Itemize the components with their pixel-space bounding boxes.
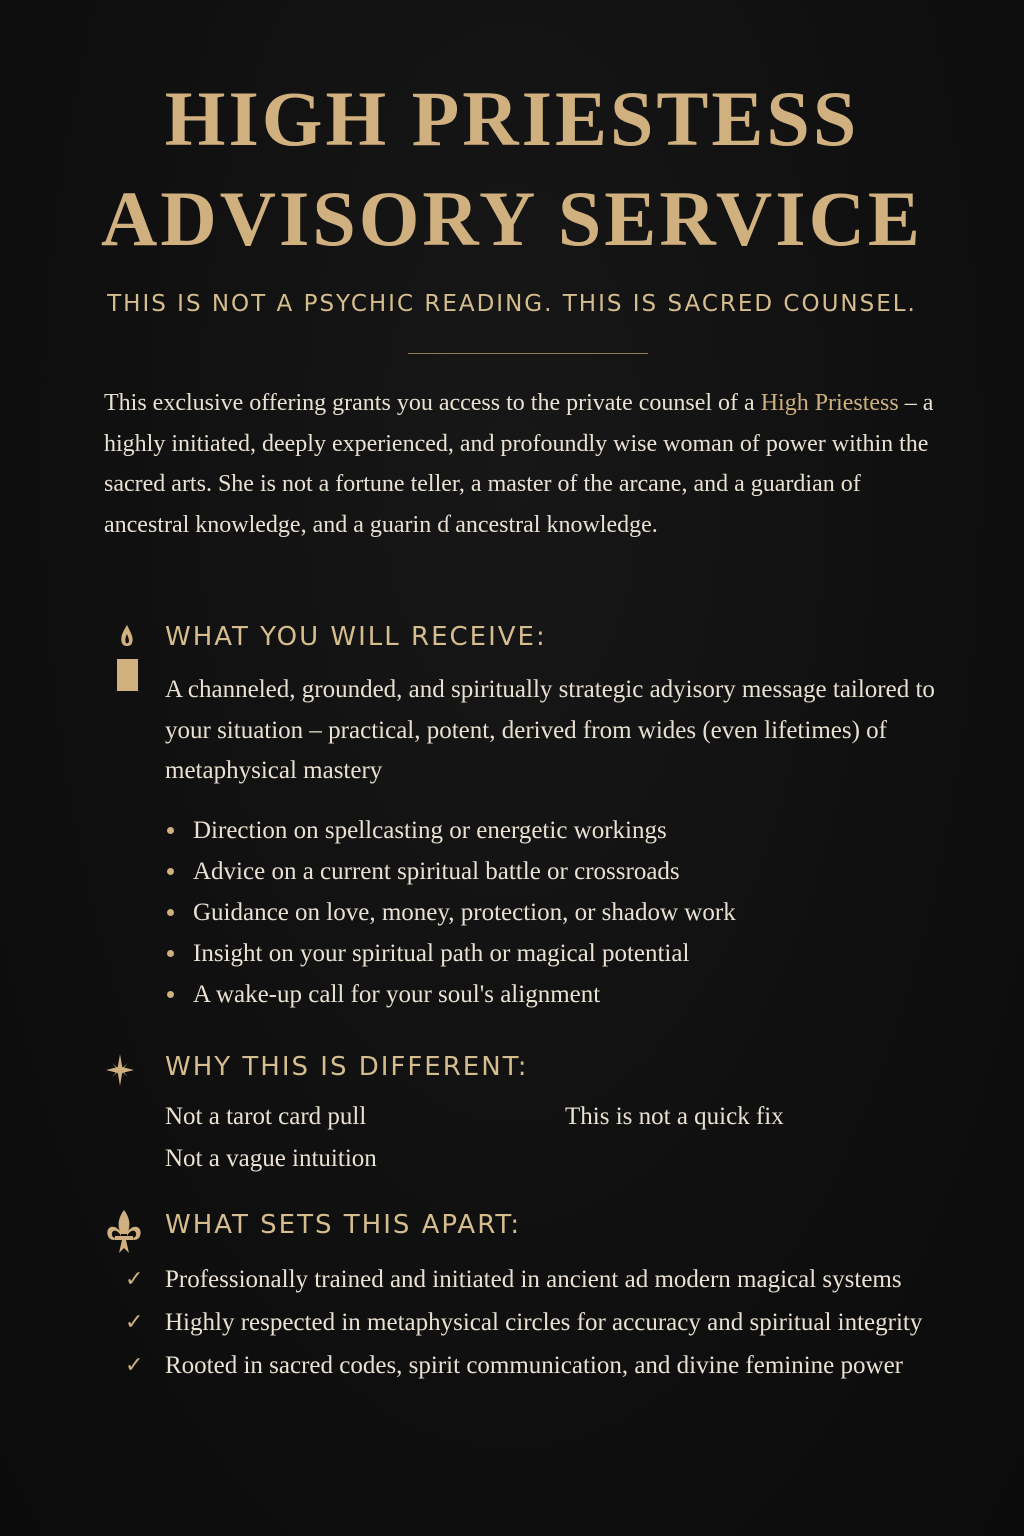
intro-text-2: – a highly initiated, deeply experienced, and profoundly wise woman of power within the sacred arts. She is not a fortune teller, a master of the arcane, and a guardian of ancestral knowledge, and a guarin ɗ ancestral knowledge. — [104, 390, 934, 538]
list-item-text: Professionally trained and initiated in ancient ad modern magical systems — [165, 1266, 902, 1293]
check-icon: ✓ — [125, 1310, 144, 1335]
list-item — [125, 1260, 985, 1300]
bullet-dot-icon — [167, 827, 174, 834]
list-item — [165, 810, 736, 851]
bullet-dot-icon — [167, 950, 174, 957]
tagline: THIS IS NOT A PSYCHIC READING. THIS IS SACRED COUNSEL. — [107, 291, 917, 317]
receive-description: A channeled, grounded, and spiritually strategic adyisory message tailored to your situation – practical, potent, derived from wides (even lifetimes) of metaphysical mastery — [165, 676, 935, 784]
different-right: This is not a quick fix — [565, 1103, 784, 1130]
different-left-1: Not a tarot card pull — [165, 1103, 367, 1130]
check-icon: ✓ — [125, 1353, 144, 1378]
different-left-2: Not a vague intuition — [165, 1145, 377, 1172]
receive-heading: WHAT YOU WILL RECEIVE: — [165, 622, 547, 652]
intro-text-1: This exclusive offering grants you access to the private counsel of a — [104, 390, 761, 416]
different-heading: WHY THIS IS DIFFERENT: — [165, 1052, 529, 1082]
list-item-text: Direction on spellcasting or energetic workings — [193, 817, 667, 844]
list-item-text: A wake-up call for your soul's alignment — [193, 981, 601, 1008]
list-item-text: Insight on your spiritual path or magical potential — [193, 940, 690, 967]
list-item-text: Guidance on love, money, protection, or shadow work — [193, 899, 736, 926]
list-item — [165, 892, 736, 933]
apart-heading: WHAT SETS THIS APART: — [165, 1210, 522, 1240]
bullet-dot-icon — [167, 991, 174, 998]
list-item — [125, 1303, 985, 1343]
intro-highlight: High Priestess — [760, 390, 899, 416]
intro-paragraph — [104, 383, 934, 545]
check-icon: ✓ — [125, 1267, 144, 1292]
list-item — [165, 933, 736, 974]
receive-bullet-list — [165, 810, 736, 1015]
list-item — [125, 1346, 985, 1386]
divider — [408, 353, 648, 354]
bullet-dot-icon — [167, 868, 174, 875]
candle-icon — [113, 622, 141, 694]
title-line-2: ADVISORY SERVICE — [101, 175, 923, 262]
list-item-text: Rooted in sacred codes, spirit communication, and divine feminine power — [165, 1352, 904, 1379]
bullet-dot-icon — [167, 909, 174, 916]
list-item — [165, 851, 736, 892]
title-line-1: HIGH PRIESTESS — [164, 75, 860, 162]
apart-check-list — [125, 1260, 985, 1389]
star-icon — [104, 1052, 136, 1088]
list-item-text: Advice on a current spiritual battle or crossroads — [193, 858, 680, 885]
list-item-text: Highly respected in metaphysical circles for accuracy and spiritual integrity — [165, 1309, 923, 1336]
list-item — [165, 974, 736, 1015]
fleur-de-lis-icon — [104, 1208, 144, 1256]
